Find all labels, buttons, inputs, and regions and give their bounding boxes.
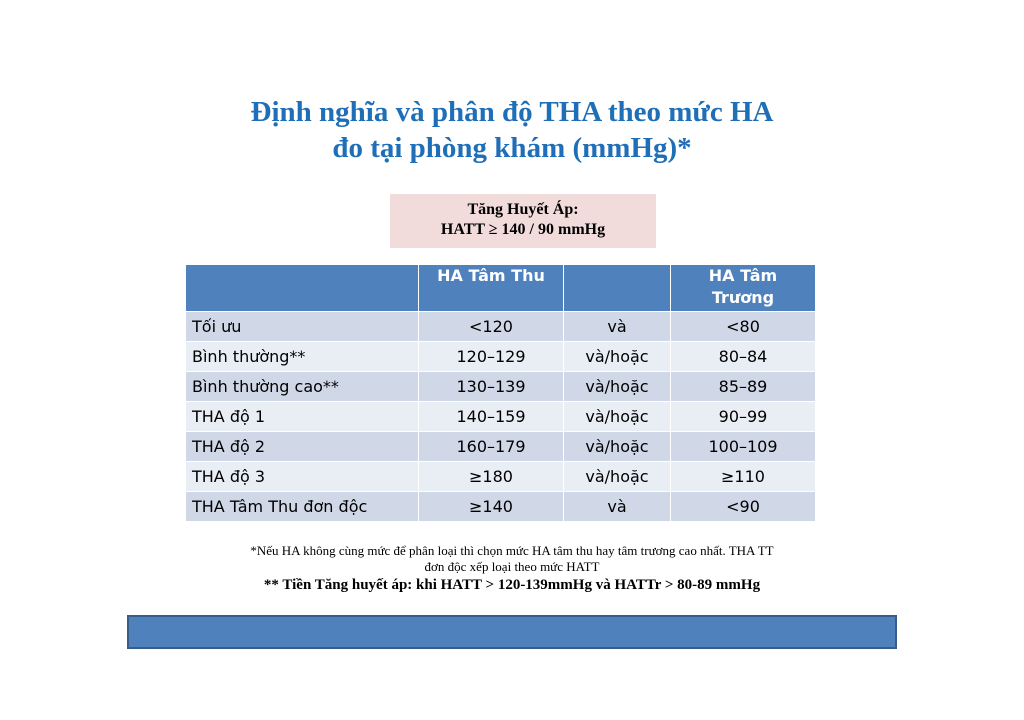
row-systolic: 120–129 (419, 342, 564, 372)
header-category (186, 265, 419, 312)
table-row (186, 492, 816, 522)
row-systolic: 130–139 (419, 372, 564, 402)
definition-line2: HATT ≥ 140 / 90 mmHg (440, 221, 606, 238)
table-row (186, 402, 816, 432)
row-diastolic: 80–84 (671, 342, 816, 372)
row-diastolic: 85–89 (671, 372, 816, 402)
table-row (186, 342, 816, 372)
footnote-1-line2: đơn độc xếp loại theo mức HATT (424, 559, 600, 574)
table-row (186, 372, 816, 402)
row-connector: và/hoặc (564, 432, 671, 462)
row-systolic: ≥180 (419, 462, 564, 492)
table-row (186, 312, 816, 342)
row-category: Bình thường** (186, 342, 419, 372)
header-connector (564, 265, 671, 312)
row-diastolic: <80 (671, 312, 816, 342)
row-category: Tối ưu (186, 312, 419, 342)
row-connector: và (564, 492, 671, 522)
row-category: THA Tâm Thu đơn độc (186, 492, 419, 522)
row-category: THA độ 1 (186, 402, 419, 432)
hypertension-definition-box (390, 194, 656, 248)
row-diastolic: 100–109 (671, 432, 816, 462)
bottom-banner-bar (127, 615, 897, 649)
row-category: THA độ 3 (186, 462, 419, 492)
row-connector: và (564, 312, 671, 342)
row-systolic: ≥140 (419, 492, 564, 522)
row-diastolic: <90 (671, 492, 816, 522)
bp-classification-table (185, 264, 816, 522)
header-diastolic: HA Tâm Trương (671, 265, 816, 312)
table-row (186, 432, 816, 462)
footnotes (150, 543, 874, 595)
definition-line1: Tăng Huyết Áp: (467, 201, 579, 218)
row-connector: và/hoặc (564, 342, 671, 372)
slide-title (0, 94, 1024, 166)
table-header-row (186, 265, 816, 312)
row-category: Bình thường cao** (186, 372, 419, 402)
row-systolic: 140–159 (419, 402, 564, 432)
footnote-1-line1: *Nếu HA không cùng mức để phân loại thì chọn mức HA tâm thu hay tâm trương cao nhất. THA TT (250, 543, 774, 558)
row-systolic: <120 (419, 312, 564, 342)
table-row (186, 462, 816, 492)
header-systolic: HA Tâm Thu (419, 265, 564, 312)
row-category: THA độ 2 (186, 432, 419, 462)
row-diastolic: 90–99 (671, 402, 816, 432)
footnote-2: ** Tiền Tăng huyết áp: khi HATT > 120-139mmHg và HATTr > 80-89 mmHg (263, 577, 761, 593)
row-connector: và/hoặc (564, 372, 671, 402)
slide-title-line2: đo tại phòng khám (mmHg)* (332, 132, 692, 164)
row-connector: và/hoặc (564, 462, 671, 492)
row-connector: và/hoặc (564, 402, 671, 432)
slide-title-line1: Định nghĩa và phân độ THA theo mức HA (250, 96, 774, 128)
row-systolic: 160–179 (419, 432, 564, 462)
row-diastolic: ≥110 (671, 462, 816, 492)
